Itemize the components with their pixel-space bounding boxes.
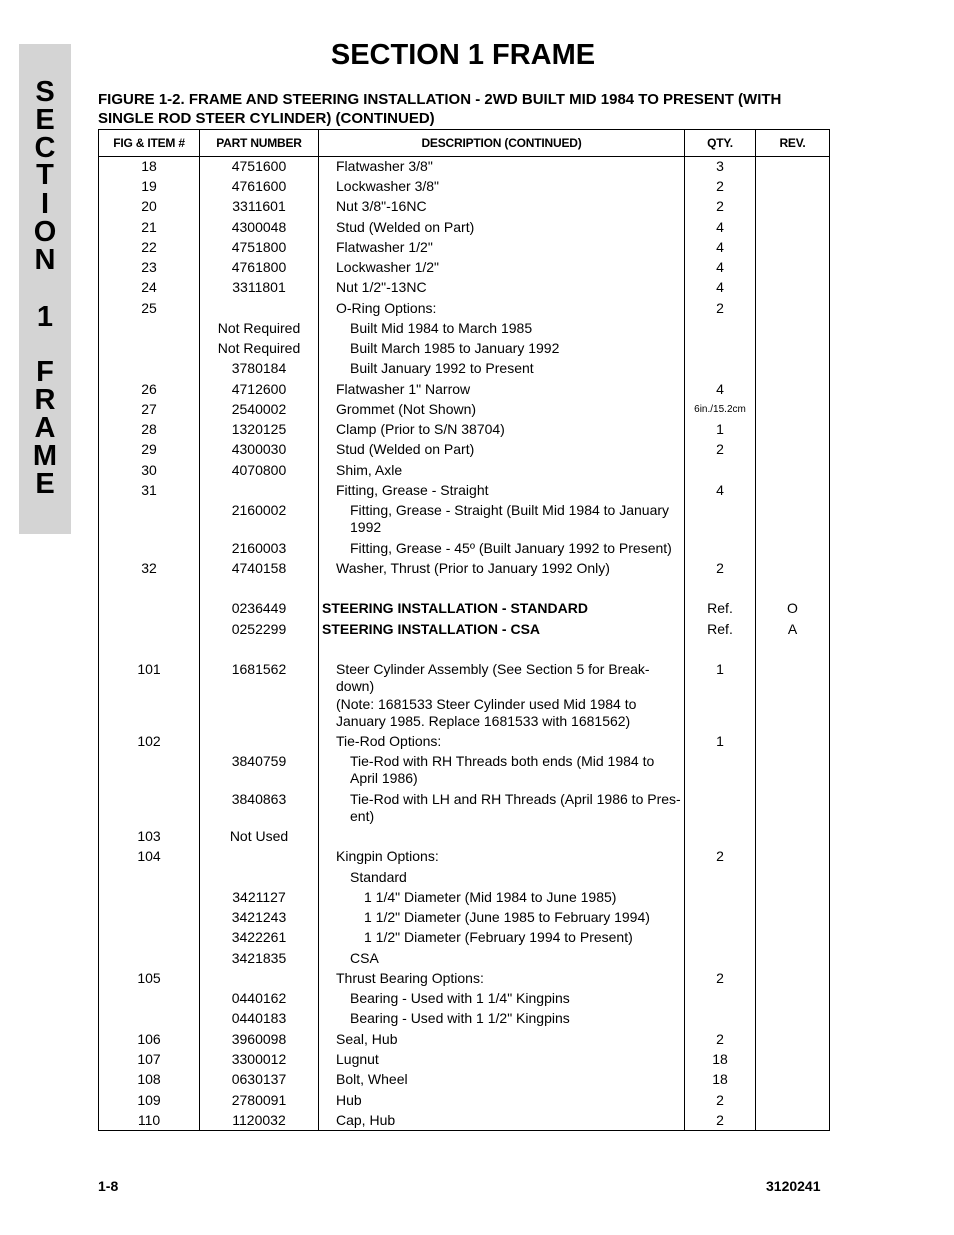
side-tab-letter: N <box>34 244 56 276</box>
qty-cell: 4 <box>716 259 724 275</box>
description-cell: O-Ring Options: <box>336 300 437 316</box>
part-number-cell: 4070800 <box>231 462 287 478</box>
column-divider <box>318 130 319 1130</box>
qty-cell: 1 <box>716 421 724 437</box>
part-number-cell: 1681562 <box>231 661 287 677</box>
part-number-cell: 2540002 <box>231 401 287 417</box>
description-cell: Flatwasher 1/2" <box>336 239 433 255</box>
side-tab-letter: I <box>40 188 50 220</box>
figure-title: FIGURE 1-2. FRAME AND STEERING INSTALLATION - 2WD BUILT MID 1984 TO PRESENT (WITH SINGLE ROD STEER CYLINDER) (CONTINUED) <box>98 91 782 127</box>
document-number: 3120241 <box>766 1178 821 1194</box>
qty-cell: 2 <box>716 300 724 316</box>
description-cell: Cap, Hub <box>336 1112 396 1128</box>
part-number-cell: 3421127 <box>232 889 286 905</box>
fig-item-cell: 22 <box>141 239 157 255</box>
side-tab-letter: T <box>36 159 54 191</box>
part-number-cell: 0236449 <box>231 600 287 616</box>
part-number-cell: Not Used <box>229 828 289 844</box>
part-number-cell: 0440183 <box>231 1010 287 1026</box>
qty-cell: 2 <box>716 1031 724 1047</box>
qty-cell: 2 <box>716 848 724 864</box>
fig-item-cell: 28 <box>141 421 157 437</box>
description-cell: Fitting, Grease - 45º (Built January 1992 to Present) <box>350 540 672 556</box>
description-cell: Kingpin Options: <box>336 848 439 864</box>
fig-item-cell: 29 <box>141 441 157 457</box>
qty-cell: 2 <box>716 560 724 576</box>
fig-item-cell: 108 <box>137 1071 161 1087</box>
qty-cell: 6in./15.2cm <box>694 404 746 415</box>
description-cell: Seal, Hub <box>336 1031 398 1047</box>
qty-cell: Ref. <box>707 621 733 637</box>
description-cell: Lockwasher 3/8" <box>336 178 440 194</box>
part-number-cell: Not Required <box>217 320 301 336</box>
qty-cell: 3 <box>716 158 724 174</box>
fig-item-cell: 21 <box>141 219 157 235</box>
description-cell: Lugnut <box>336 1051 379 1067</box>
side-tab-letter: A <box>34 412 56 444</box>
description-cell: Lockwasher 1/2" <box>336 259 440 275</box>
part-number-cell: 3311601 <box>232 198 286 214</box>
description-cell: Flatwasher 3/8" <box>336 158 433 174</box>
rev-cell: A <box>787 621 798 637</box>
fig-item-cell: 23 <box>141 259 157 275</box>
qty-cell: 2 <box>716 1112 724 1128</box>
fig-item-cell: 24 <box>141 279 157 295</box>
fig-item-cell: 27 <box>141 401 157 417</box>
description-cell: Grommet (Not Shown) <box>336 401 477 417</box>
part-number-cell: 0630137 <box>231 1071 287 1087</box>
qty-cell: 2 <box>716 178 724 194</box>
fig-item-cell: 20 <box>141 198 157 214</box>
part-number-cell: 3421835 <box>231 950 287 966</box>
description-cell: Standard <box>350 869 407 885</box>
part-number-cell: 1120032 <box>232 1112 286 1128</box>
part-number-cell: 0440162 <box>231 990 287 1006</box>
fig-item-cell: 102 <box>137 733 161 749</box>
qty-cell: 18 <box>712 1071 728 1087</box>
part-number-cell: 2160003 <box>231 540 287 556</box>
fig-item-cell: 25 <box>141 300 157 316</box>
part-number-cell: 4300030 <box>231 441 287 457</box>
description-cell: Steer Cylinder Assembly (See Section 5 for Break-down) <box>336 661 650 694</box>
part-number-cell: 1320125 <box>231 421 287 437</box>
fig-item-cell: 103 <box>137 828 161 844</box>
description-cell: Fitting, Grease - Straight <box>336 482 489 498</box>
column-header-description: DESCRIPTION (CONTINUED) <box>421 136 582 150</box>
qty-cell: 1 <box>716 733 724 749</box>
fig-item-cell: 109 <box>137 1092 161 1108</box>
column-header-rev: REV. <box>779 136 806 150</box>
side-tab-letter: C <box>34 132 56 164</box>
description-cell: Shim, Axle <box>336 462 403 478</box>
description-cell: Fitting, Grease - Straight (Built Mid 1984 to January 1992 <box>350 502 670 535</box>
description-cell: STEERING INSTALLATION - CSA <box>322 621 541 637</box>
qty-cell: 18 <box>712 1051 728 1067</box>
fig-item-cell: 110 <box>137 1112 161 1128</box>
side-tab-letter: R <box>34 384 56 416</box>
description-cell: Hub <box>336 1092 362 1108</box>
part-number-cell: 2780091 <box>231 1092 287 1108</box>
side-tab-letter: M <box>32 440 58 472</box>
fig-item-cell: 18 <box>141 158 157 174</box>
description-cell: Nut 1/2"-13NC <box>336 279 427 295</box>
side-tab-letter: O <box>33 216 57 248</box>
side-tab-letter: E <box>35 468 55 500</box>
qty-cell: 1 <box>716 661 724 677</box>
part-number-cell: 3960098 <box>231 1031 287 1047</box>
part-number-cell: 3840863 <box>231 791 287 807</box>
description-cell: Tie-Rod Options: <box>336 733 442 749</box>
fig-item-cell: 26 <box>141 381 157 397</box>
description-cell: (Note: 1681533 Steer Cylinder used Mid 1984 to January 1985. Replace 1681533 with 1681562) <box>336 696 637 729</box>
description-cell: Bearing - Used with 1 1/4" Kingpins <box>350 990 570 1006</box>
part-number-cell: 4740158 <box>231 560 287 576</box>
part-number-cell: 3300012 <box>231 1051 287 1067</box>
description-cell: Bolt, Wheel <box>336 1071 408 1087</box>
parts-table <box>98 129 830 1131</box>
fig-item-cell: 106 <box>137 1031 161 1047</box>
description-cell: Thrust Bearing Options: <box>336 970 484 986</box>
description-cell: Stud (Welded on Part) <box>336 219 475 235</box>
side-tab-letter: F <box>36 356 54 388</box>
qty-cell: 4 <box>716 219 724 235</box>
description-cell: Built January 1992 to Present <box>350 360 534 376</box>
fig-item-cell: 105 <box>137 970 161 986</box>
description-cell: 1 1/4" Diameter (Mid 1984 to June 1985) <box>364 889 617 905</box>
fig-item-cell: 104 <box>137 848 161 864</box>
qty-cell: 2 <box>716 970 724 986</box>
fig-item-cell: 30 <box>141 462 157 478</box>
column-header-fig: FIG & ITEM # <box>113 136 185 150</box>
qty-cell: 4 <box>716 239 724 255</box>
description-cell: CSA <box>350 950 379 966</box>
description-cell: Tie-Rod with LH and RH Threads (April 1986 to Pres-ent) <box>350 791 681 824</box>
qty-cell: 2 <box>716 1092 724 1108</box>
qty-cell: 2 <box>716 441 724 457</box>
fig-item-cell: 32 <box>141 560 157 576</box>
description-cell: Nut 3/8"-16NC <box>336 198 427 214</box>
part-number-cell: Not Required <box>217 340 301 356</box>
fig-item-cell: 107 <box>137 1051 161 1067</box>
rev-cell: O <box>787 600 798 616</box>
part-number-cell: 3421243 <box>231 909 287 925</box>
description-cell: Clamp (Prior to S/N 38704) <box>336 421 505 437</box>
description-cell: Stud (Welded on Part) <box>336 441 475 457</box>
description-cell: 1 1/2" Diameter (June 1985 to February 1994) <box>364 909 650 925</box>
part-number-cell: 3780184 <box>231 360 287 376</box>
page-number: 1-8 <box>98 1178 119 1194</box>
part-number-cell: 4761600 <box>231 178 287 194</box>
description-cell: 1 1/2" Diameter (February 1994 to Present) <box>364 929 633 945</box>
column-header-part: PART NUMBER <box>216 136 302 150</box>
description-cell: Built March 1985 to January 1992 <box>350 340 560 356</box>
side-tab-letter: E <box>35 104 55 136</box>
part-number-cell: 4712600 <box>231 381 287 397</box>
qty-cell: Ref. <box>707 600 733 616</box>
fig-item-cell: 19 <box>141 178 157 194</box>
table-header-row <box>99 130 829 157</box>
fig-item-cell: 101 <box>137 661 161 677</box>
part-number-cell: 3311801 <box>232 279 286 295</box>
description-cell: Washer, Thrust (Prior to January 1992 Only) <box>336 560 610 576</box>
fig-item-cell: 31 <box>141 482 157 498</box>
part-number-cell: 4751800 <box>231 239 287 255</box>
section-side-tab <box>19 44 71 534</box>
description-cell: Flatwasher 1" Narrow <box>336 381 471 397</box>
description-cell: STEERING INSTALLATION - STANDARD <box>322 600 588 616</box>
part-number-cell: 0252299 <box>231 621 287 637</box>
side-tab-letter: S <box>35 76 55 108</box>
part-number-cell: 4761800 <box>231 259 287 275</box>
part-number-cell: 4300048 <box>231 219 287 235</box>
part-number-cell: 2160002 <box>231 502 287 518</box>
section-title: SECTION 1 FRAME <box>330 39 596 71</box>
description-cell: Tie-Rod with RH Threads both ends (Mid 1984 to April 1986) <box>350 753 655 786</box>
qty-cell: 4 <box>716 381 724 397</box>
description-cell: Built Mid 1984 to March 1985 <box>350 320 533 336</box>
qty-cell: 2 <box>716 198 724 214</box>
part-number-cell: 3422261 <box>231 929 287 945</box>
side-tab-letter: 1 <box>36 301 54 333</box>
part-number-cell: 4751600 <box>231 158 287 174</box>
description-cell: Bearing - Used with 1 1/2" Kingpins <box>350 1010 570 1026</box>
qty-cell: 4 <box>716 279 724 295</box>
part-number-cell: 3840759 <box>231 753 287 769</box>
column-header-qty: QTY. <box>707 136 733 150</box>
qty-cell: 4 <box>716 482 724 498</box>
